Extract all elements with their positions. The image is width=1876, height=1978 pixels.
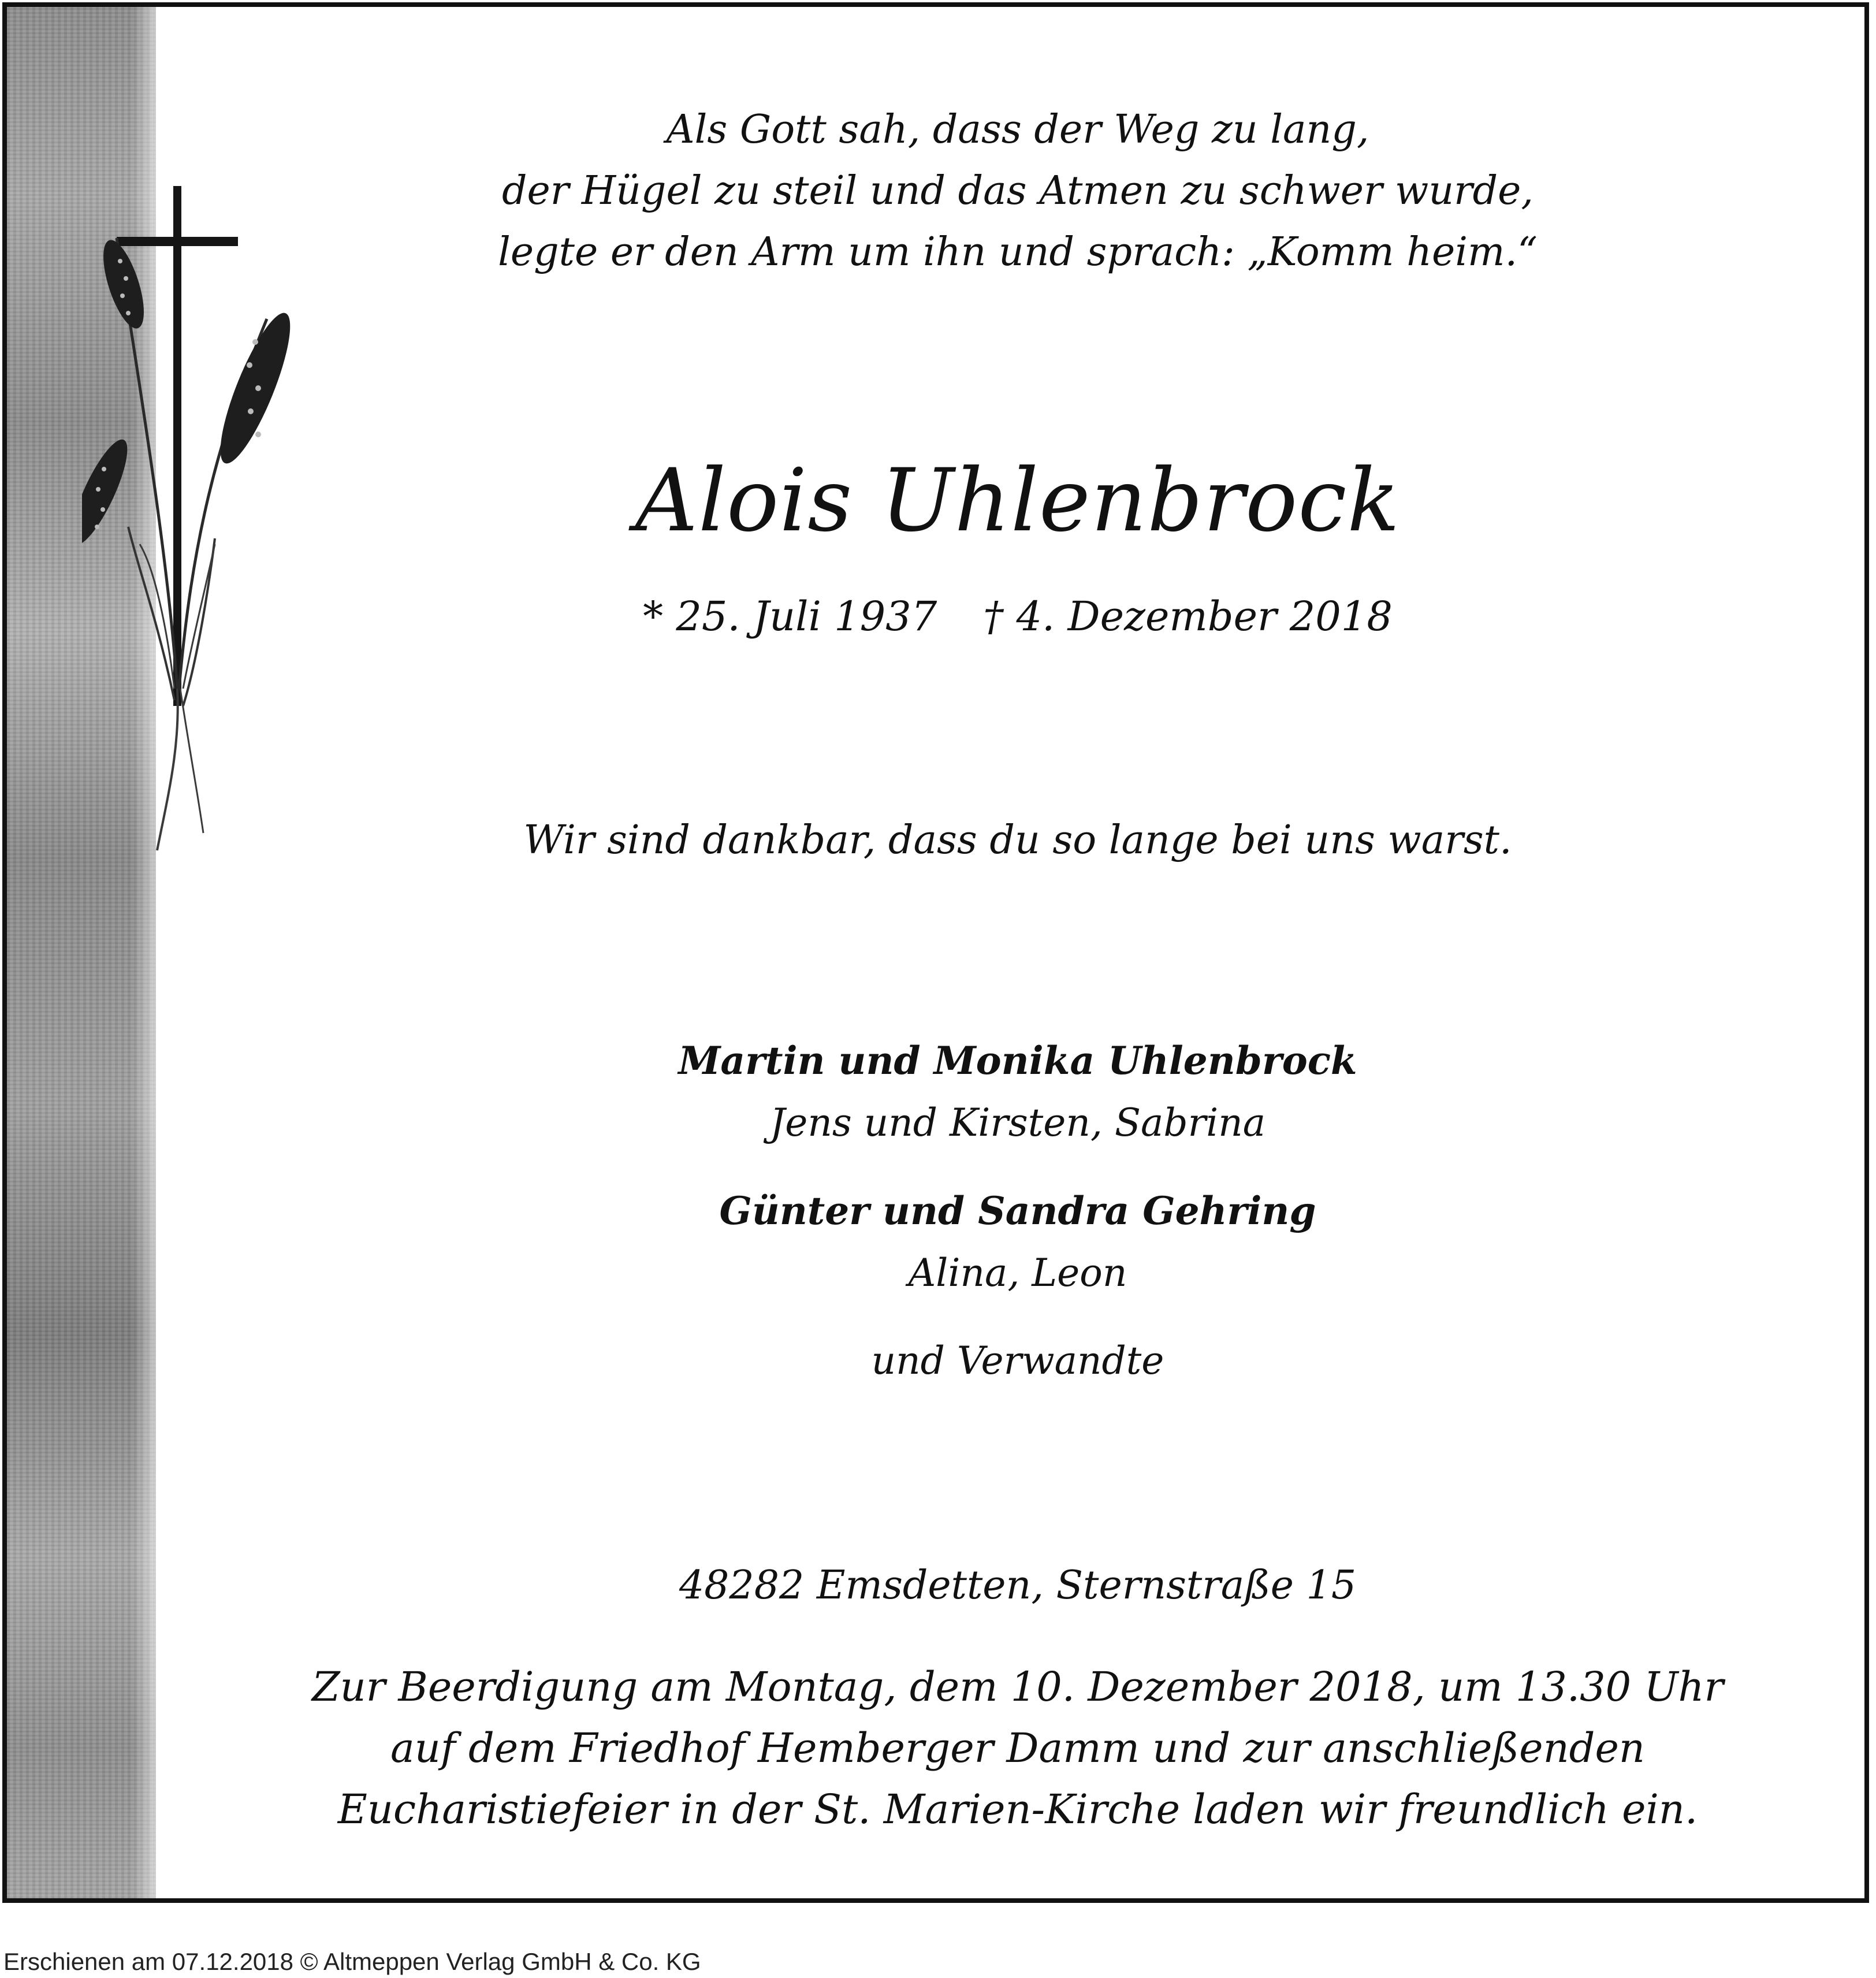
mourner-name: Günter und Sandra Gehring [719, 1188, 1316, 1233]
address-line: 48282 Emsdetten, Sternstraße 15 [679, 1563, 1357, 1608]
mourner-name: Martin und Monika Uhlenbrock [678, 1038, 1357, 1083]
poem-line: der Hügel zu steil und das Atmen zu schwer wurde, [501, 168, 1534, 214]
deceased-name: Alois Uhlenbrock [635, 451, 1401, 551]
mourner-family [250, 1180, 1786, 1304]
funeral-line: Zur Beerdigung am Montag, dem 10. Dezember 2018, um 13.30 Uhr [311, 1663, 1724, 1711]
mourner-family [250, 1029, 1786, 1154]
relatives-line: und Verwandte [871, 1339, 1164, 1383]
gratitude-line: Wir sind dankbar, dass du so lange bei uns warst. [523, 817, 1512, 863]
poem-verse [250, 99, 1786, 283]
funeral-line: Eucharistiefeier in der St. Marien-Kirche laden wir freundlich ein. [337, 1786, 1698, 1833]
mourner-children: Alina, Leon [908, 1251, 1127, 1295]
funeral-details [250, 1656, 1786, 1840]
poem-line: Als Gott sah, dass der Weg zu lang, [666, 107, 1369, 153]
death-date: † 4. Dezember 2018 [983, 593, 1393, 640]
publication-note: Erschienen am 07.12.2018 © Altmeppen Verlag GmbH & Co. KG [3, 1948, 701, 1975]
life-dates [250, 585, 1786, 648]
mourner-children: Jens und Kirsten, Sabrina [769, 1100, 1266, 1145]
funeral-line: auf dem Friedhof Hemberger Damm und zur anschließenden [390, 1724, 1645, 1772]
poem-line: legte er den Arm um ihn und sprach: „Komm heim.“ [498, 229, 1538, 275]
birth-date: * 25. Juli 1937 [643, 593, 937, 640]
obituary-notice [2, 2, 1869, 1903]
